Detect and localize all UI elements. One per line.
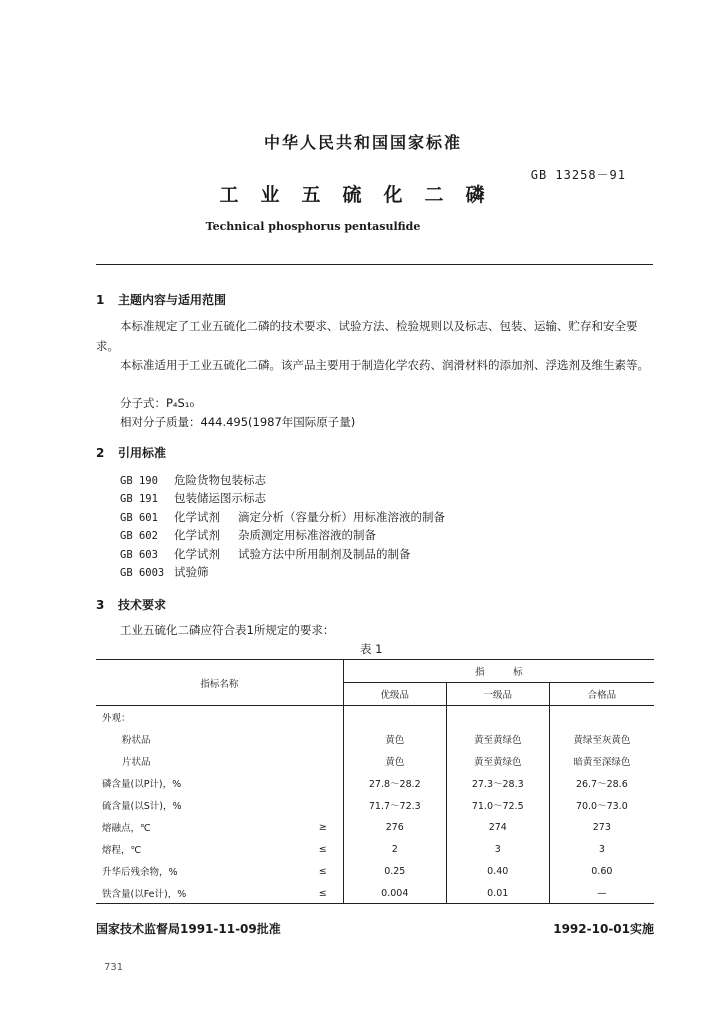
- reference-category: 包装储运图示标志: [174, 491, 266, 505]
- reference-item: [120, 527, 376, 543]
- cell-value: 71.7～72.3: [343, 794, 446, 816]
- molecular-mass: 相对分子质量：444.495(1987年国际原子量): [120, 415, 356, 429]
- reference-title: 滴定分析（容量分析）用标准溶液的制备: [238, 510, 445, 524]
- row-comparator: ≤: [318, 887, 327, 899]
- cell-value: 黄绿至灰黄色: [549, 728, 654, 750]
- cell-value: 71.0～72.5: [446, 794, 549, 816]
- section-2-heading: [96, 444, 166, 461]
- reference-code: GB 601: [120, 512, 158, 524]
- issuing-organization: 中华人民共和国国家标准: [263, 133, 462, 152]
- row-comparator: [288, 728, 343, 750]
- row-name: 磷含量(以P计)，%: [102, 779, 182, 790]
- row-comparator: [288, 794, 343, 816]
- reference-item: [120, 546, 411, 562]
- row-comparator: [288, 750, 343, 772]
- approval-statement: 国家技术监督局1991-11-09批准: [96, 922, 281, 936]
- table-row: [96, 838, 654, 860]
- cell-value: 0.40: [446, 860, 549, 882]
- table-row: [96, 860, 654, 882]
- column-header-name: 指标名称: [96, 660, 343, 706]
- row-name: 熔融点，℃: [102, 823, 151, 834]
- reference-category: 试验筛: [174, 565, 209, 579]
- reference-code: GB 190: [120, 475, 158, 487]
- grade-header: 优级品: [343, 683, 446, 706]
- cell-value: 27.8～28.2: [343, 772, 446, 794]
- table-row: [96, 750, 654, 772]
- cell-value: 黄至黄绿色: [446, 750, 549, 772]
- table-bottom-rule: [96, 903, 654, 904]
- reference-title: 试验方法中所用制剂及制品的制备: [238, 547, 411, 561]
- cell-value: —: [549, 882, 654, 904]
- cell-value: 黄色: [343, 750, 446, 772]
- reference-item: [120, 564, 209, 580]
- table-row: [96, 882, 654, 904]
- section-1-paragraph-2: 本标准适用于工业五硫化二磷。该产品主要用于制造化学农药、润滑材料的添加剂、浮选剂及维生素等。: [120, 358, 649, 372]
- document-title: 工业五硫化二磷: [219, 184, 507, 206]
- row-name: 熔程，℃: [102, 845, 142, 856]
- row-comparator: ≤: [318, 843, 327, 855]
- section-number: 1: [96, 293, 105, 307]
- cell-value: 0.01: [446, 882, 549, 904]
- row-comparator: ≤: [318, 865, 327, 877]
- table-row: [96, 816, 654, 838]
- section-1-heading: [96, 291, 226, 308]
- standard-number: GB 13258－91: [530, 168, 626, 182]
- reference-category: 化学试剂: [174, 547, 220, 561]
- reference-category: 化学试剂: [174, 510, 220, 524]
- reference-item: [120, 509, 445, 525]
- row-comparator: [288, 772, 343, 794]
- table-caption: 表 1: [360, 642, 383, 656]
- cell-value: 70.0～73.0: [549, 794, 654, 816]
- column-header-index: 指 标: [343, 660, 654, 683]
- section-title: 引用标准: [118, 446, 167, 460]
- section-3-heading: [96, 596, 166, 613]
- reference-category: 化学试剂: [174, 528, 220, 542]
- cell-value: 3: [446, 838, 549, 860]
- section-title: 主题内容与适用范围: [118, 293, 227, 307]
- cell-value: 27.3～28.3: [446, 772, 549, 794]
- reference-code: GB 191: [120, 493, 158, 505]
- english-title: Technical phosphorus pentasulfide: [205, 220, 421, 233]
- cell-value: 273: [549, 816, 654, 838]
- section-title: 技术要求: [118, 598, 167, 612]
- cell-value: 26.7～28.6: [549, 772, 654, 794]
- section-number: 2: [96, 446, 105, 460]
- reference-item: [120, 490, 266, 506]
- row-name: 外观：: [102, 713, 131, 724]
- table-row: [96, 794, 654, 816]
- section-number: 3: [96, 598, 105, 612]
- table-row: [96, 772, 654, 794]
- reference-title: 杂质测定用标准溶液的制备: [238, 528, 376, 542]
- cell-value: [446, 706, 549, 729]
- cell-value: 0.25: [343, 860, 446, 882]
- grade-header: 一级品: [446, 683, 549, 706]
- reference-item: [120, 472, 266, 488]
- cell-value: 0.004: [343, 882, 446, 904]
- reference-code: GB 6003: [120, 567, 165, 579]
- reference-category: 危险货物包装标志: [174, 473, 266, 487]
- cell-value: 274: [446, 816, 549, 838]
- section-3-intro: 工业五硫化二磷应符合表1所规定的要求：: [120, 623, 335, 637]
- table-row: [96, 728, 654, 750]
- cell-value: 2: [343, 838, 446, 860]
- row-comparator: ≥: [318, 821, 327, 833]
- section-1-paragraph-1: 本标准规定了工业五硫化二磷的技术要求、试验方法、检验规则以及标志、包装、运输、贮存和安全要求。: [96, 319, 638, 353]
- row-name: 片状品: [122, 757, 151, 768]
- header-divider: [96, 264, 653, 265]
- table-header-row: [96, 660, 654, 683]
- cell-value: [343, 706, 446, 729]
- cell-value: 3: [549, 838, 654, 860]
- cell-value: 暗黄至深绿色: [549, 750, 654, 772]
- grade-header: 合格品: [549, 683, 654, 706]
- reference-code: GB 603: [120, 549, 158, 561]
- page-number: 731: [104, 962, 124, 973]
- table-row: [96, 706, 654, 729]
- row-name: 铁含量(以Fe计)，%: [102, 889, 187, 900]
- row-comparator: [288, 706, 343, 729]
- molecular-formula: 分子式：P₄S₁₀: [120, 396, 195, 410]
- row-name: 硫含量(以S计)，%: [102, 801, 182, 812]
- reference-code: GB 602: [120, 530, 158, 542]
- cell-value: 黄至黄绿色: [446, 728, 549, 750]
- cell-value: [549, 706, 654, 729]
- specification-table: [96, 660, 654, 904]
- effective-date: 1992-10-01实施: [553, 922, 654, 936]
- cell-value: 276: [343, 816, 446, 838]
- cell-value: 黄色: [343, 728, 446, 750]
- cell-value: 0.60: [549, 860, 654, 882]
- row-name: 粉状品: [122, 735, 151, 746]
- row-name: 升华后残余物，%: [102, 867, 178, 878]
